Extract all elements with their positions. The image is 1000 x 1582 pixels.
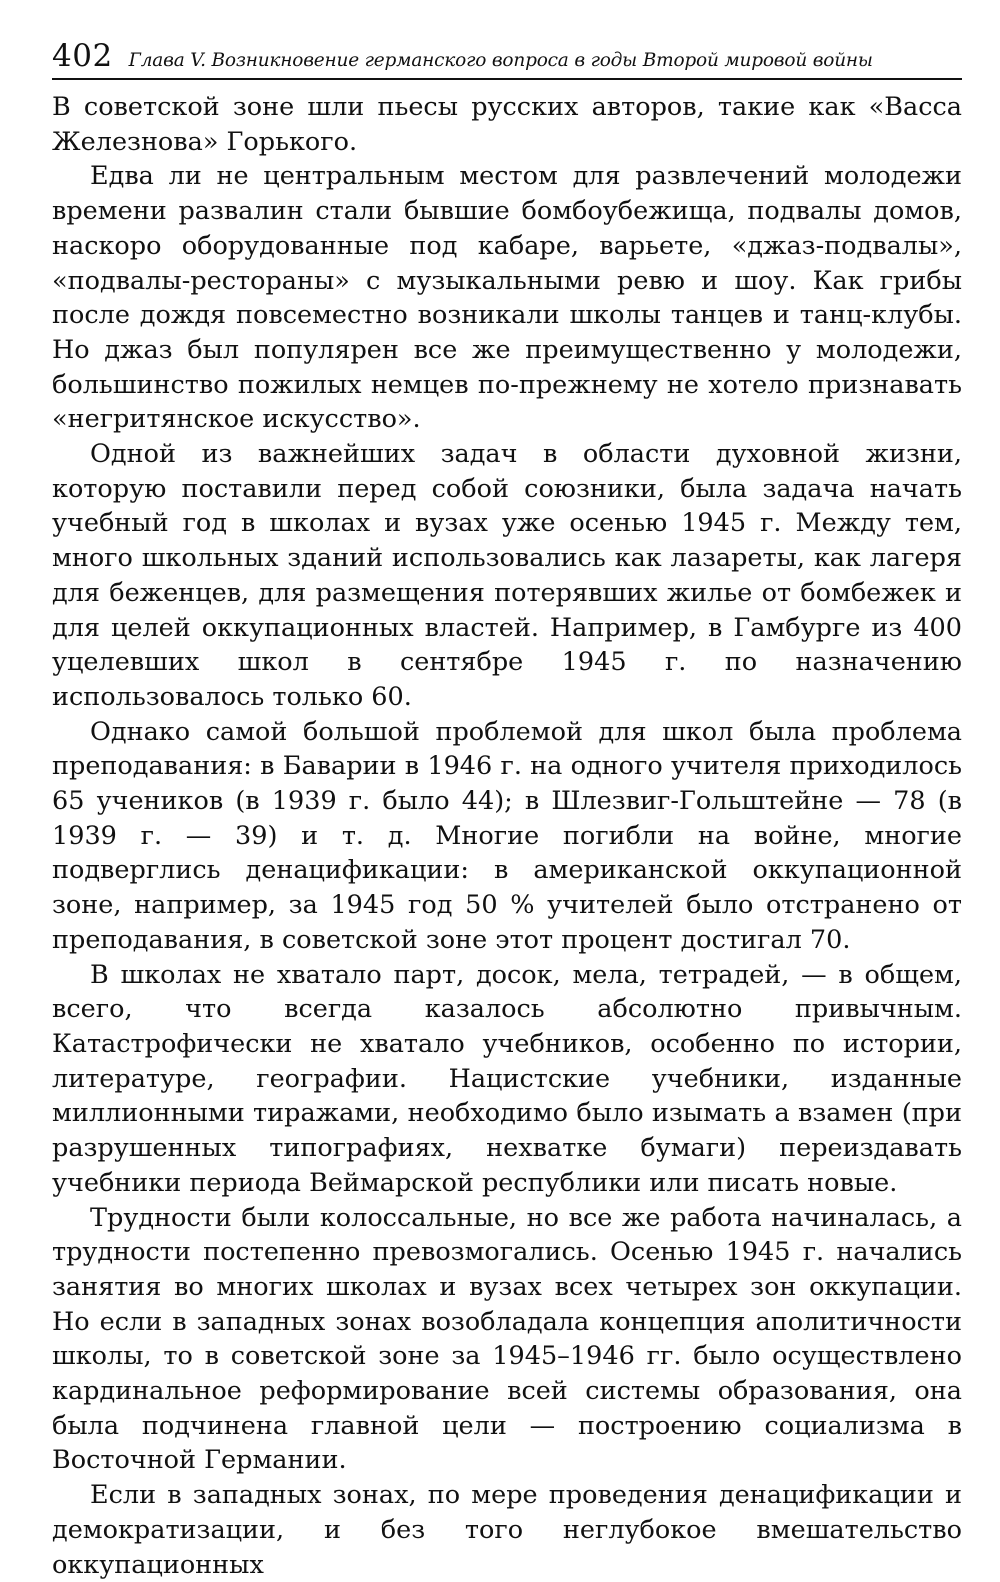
paragraph: Однако самой большой проблемой для школ была проблема преподавания: в Баварии в 1946 г. на одного учителя приходилось 65 учеников (в 1939 г. было 44); в Шлезвиг-Гольштейне — 78 (в 1939 г. — 39) и т. д. Многие погибли на войне, многие подверглись денацификации: в американской оккупационной зоне, например, за 1945 год 50 % учителей было отстранено от преподавания, в советской зоне этот процент достигал 70.	[52, 716, 962, 955]
body-text	[52, 90, 962, 1582]
paragraph: Трудности были колоссальные, но все же работа начиналась, а трудности постепенно превозмогались. Осенью 1945 г. начались занятия во многих школах и вузах всех четырех зон оккупации. Но если в западных зонах возобладала концепция аполитичности школы, то в советской зоне за 1945–1946 гг. было осуществлено кардинальное реформирование всей системы образования, она была подчинена главной цели — построению социализма в Восточной Германии.	[52, 1202, 962, 1476]
paragraph-continuation: В советской зоне шли пьесы русских авторов, такие как «Васса Железнова» Горького.	[52, 92, 962, 157]
paragraph: В школах не хватало парт, досок, мела, тетрадей, — в общем, всего, что всегда казалось абсолютно привычным. Катастрофически не хватало учебников, особенно по истории, литературе, географии. Нацистские учебники, изданные миллионными тиражами, необходимо было изымать а взамен (при разрушенных типографиях, нехватке бумаги) переиздавать учебники периода Веймарской республики или писать новые.	[52, 959, 962, 1198]
paragraph: Одной из важнейших задач в области духовной жизни, которую поставили перед собой союзники, была задача начать учебный год в школах и вузах уже осенью 1945 г. Между тем, много школьных зданий использовались как лазареты, как лагеря для беженцев, для размещения потерявших жилье от бомбежек и для целей оккупационных властей. Например, в Гамбурге из 400 уцелевших школ в сентябре 1945 г. по назначению использовалось только 60.	[52, 439, 962, 712]
paragraph: Если в западных зонах, по мере проведения денацификации и демократизации, и без того неглубокое вмешательство оккупационных	[52, 1480, 962, 1580]
page-number: 402	[52, 38, 113, 74]
paragraph: Едва ли не центральным местом для развлечений молодежи времени развалин стали бывшие бомбоубежища, подвалы домов, наскоро оборудованные под кабаре, варьете, «джаз-подвалы», «подвалы-рестораны» с музыкальными ревю и шоу. Как грибы после дождя повсеместно возникали школы танцев и танц-клубы. Но джаз был популярен все же преимущественно у молодежи, большинство пожилых немцев по-прежнему не хотело признавать «негритянское искусство».	[52, 161, 962, 435]
chapter-title: Глава V. Возникновение германского вопроса в годы Второй мировой войны	[128, 50, 873, 71]
running-head	[52, 38, 962, 80]
